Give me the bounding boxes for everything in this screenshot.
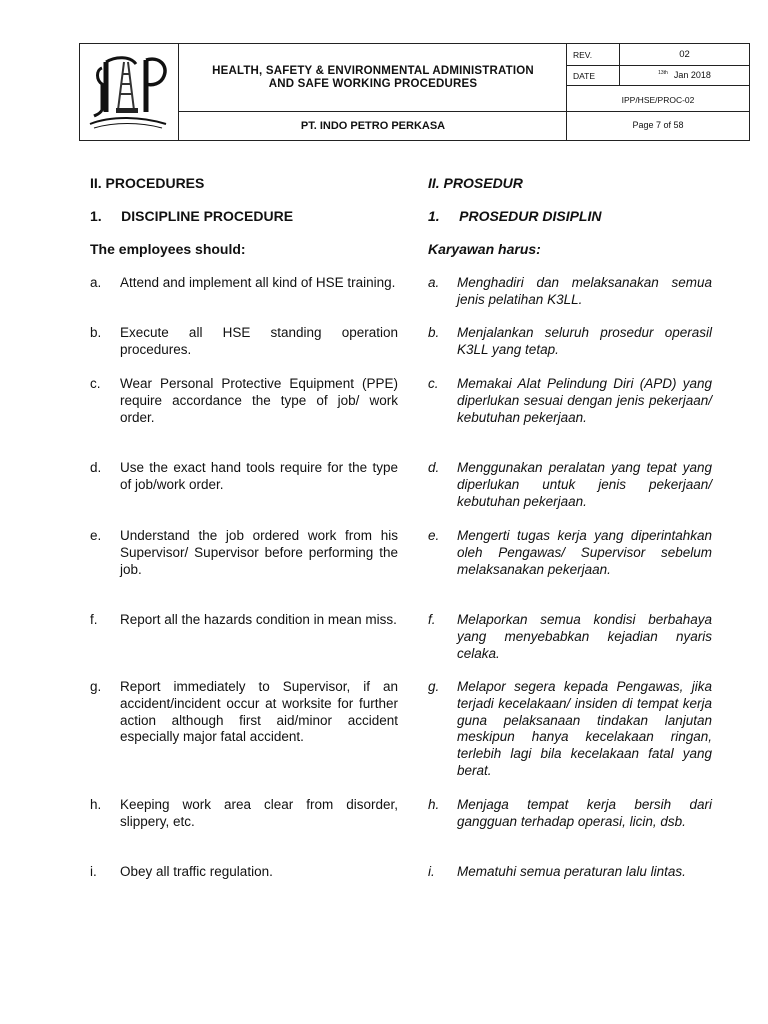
item-letter: a.: [428, 275, 440, 290]
item-letter: e.: [90, 528, 102, 543]
document-title: [179, 44, 567, 112]
item-text: Memakai Alat Pelindung Diri (APD) yang diperlukan sesuai dengan jenis pekerjaan/ kebutuhan pekerjaan.: [457, 376, 712, 425]
item-text: Mematuhi semua peraturan lalu lintas.: [457, 864, 686, 879]
item-text: Menghadiri dan melaksanakan semua jenis pelatihan K3LL.: [457, 275, 712, 307]
item-letter: b.: [90, 325, 102, 340]
list-item: [90, 528, 398, 578]
item-letter: g.: [90, 679, 102, 694]
list-item: [428, 679, 712, 780]
list-item: [90, 460, 398, 494]
intro-text: Karyawan harus:: [428, 241, 541, 257]
item-text: Menjalankan seluruh prosedur operasil K3LL yang tetap.: [457, 325, 712, 357]
item-text: Use the exact hand tools require for the type of job/work order.: [120, 460, 398, 492]
item-letter: h.: [90, 797, 102, 812]
list-item: [90, 797, 398, 831]
list-item: [428, 528, 712, 578]
ipp-logo-icon: [80, 44, 179, 140]
intro-text: The employees should:: [90, 241, 246, 257]
item-text: Menggunakan peralatan yang tepat yang diperlukan untuk jenis pekerjaan/ kebutuhan pekerjaan.: [457, 460, 712, 509]
item-text: Attend and implement all kind of HSE training.: [120, 275, 396, 290]
item-text: Understand the job ordered work from his Supervisor/ Supervisor before performing the job.: [120, 528, 398, 577]
document-header: [79, 43, 750, 141]
list-item: [90, 275, 398, 292]
item-text: Melaporkan semua kondisi berbahaya yang menyebabkan kejadian nyaris celaka.: [457, 612, 712, 661]
list-item: [90, 376, 398, 426]
title-line-2: AND SAFE WORKING PROCEDURES: [268, 78, 478, 90]
list-item: [428, 612, 712, 662]
item-letter: c.: [428, 376, 439, 391]
item-letter: b.: [428, 325, 440, 340]
item-letter: d.: [90, 460, 102, 475]
item-letter: a.: [90, 275, 102, 290]
item-letter: h.: [428, 797, 440, 812]
item-text: Menjaga tempat kerja bersih dari gangguan terhadap operasi, licin, dsb.: [457, 797, 712, 829]
subsection-heading: 1. PROSEDUR DISIPLIN: [428, 208, 602, 224]
date-label: DATE: [573, 71, 596, 81]
date-month-year: Jan 2018: [673, 70, 711, 80]
rev-value: 02: [679, 49, 690, 60]
item-letter: c.: [90, 376, 101, 391]
list-item: [428, 325, 712, 359]
list-item: [90, 864, 398, 881]
date-value: [620, 66, 749, 86]
item-text: Mengerti tugas kerja yang diperintahkan oleh Pengawas/ Supervisor sebelum melaksanakan pekerjaan.: [457, 528, 712, 577]
item-letter: e.: [428, 528, 440, 543]
list-item: [428, 797, 712, 831]
item-letter: i.: [428, 864, 435, 879]
page-number: Page 7 of 58: [632, 120, 684, 130]
list-item: [428, 864, 712, 881]
section-heading: II. PROCEDURES: [90, 175, 205, 191]
item-letter: i.: [90, 864, 97, 879]
company-name: PT. INDO PETRO PERKASA: [300, 120, 446, 132]
list-item: [428, 460, 712, 510]
section-heading: II. PROSEDUR: [428, 175, 523, 191]
title-line-1: HEALTH, SAFETY & ENVIRONMENTAL ADMINISTRATION: [212, 65, 534, 77]
item-letter: f.: [428, 612, 436, 627]
subsection-heading: 1. DISCIPLINE PROCEDURE: [90, 208, 294, 224]
rev-label: REV.: [573, 50, 593, 60]
document-code: IPP/HSE/PROC-02: [621, 95, 695, 105]
item-text: Keeping work area clear from disorder, slippery, etc.: [120, 797, 398, 829]
list-item: [90, 612, 398, 629]
item-text: Wear Personal Protective Equipment (PPE) require accordance the type of job/ work order.: [120, 376, 398, 425]
item-text: Melapor segera kepada Pengawas, jika terjadi kecelakaan/ insiden di tempat kerja guna pelaksanaan tindakan lanjutan meskipun hanya kecelakaan ringan, terlebih lagi bila kecelakaan fatal yang berat.: [457, 679, 712, 778]
list-item: [90, 325, 398, 359]
item-text: Execute all HSE standing operation procedures.: [120, 325, 398, 357]
item-text: Report all the hazards condition in mean miss.: [120, 612, 397, 627]
item-letter: d.: [428, 460, 440, 475]
company-logo: [80, 44, 179, 140]
list-item: [428, 275, 712, 309]
item-letter: f.: [90, 612, 98, 627]
list-item: [428, 376, 712, 426]
date-day: 13th: [658, 70, 668, 76]
list-item: [90, 679, 398, 746]
item-text: Report immediately to Supervisor, if an accident/incident occur at worksite for further action although first aid/minor accident especially major fatal accident.: [120, 679, 398, 745]
item-text: Obey all traffic regulation.: [120, 864, 273, 879]
item-letter: g.: [428, 679, 440, 694]
